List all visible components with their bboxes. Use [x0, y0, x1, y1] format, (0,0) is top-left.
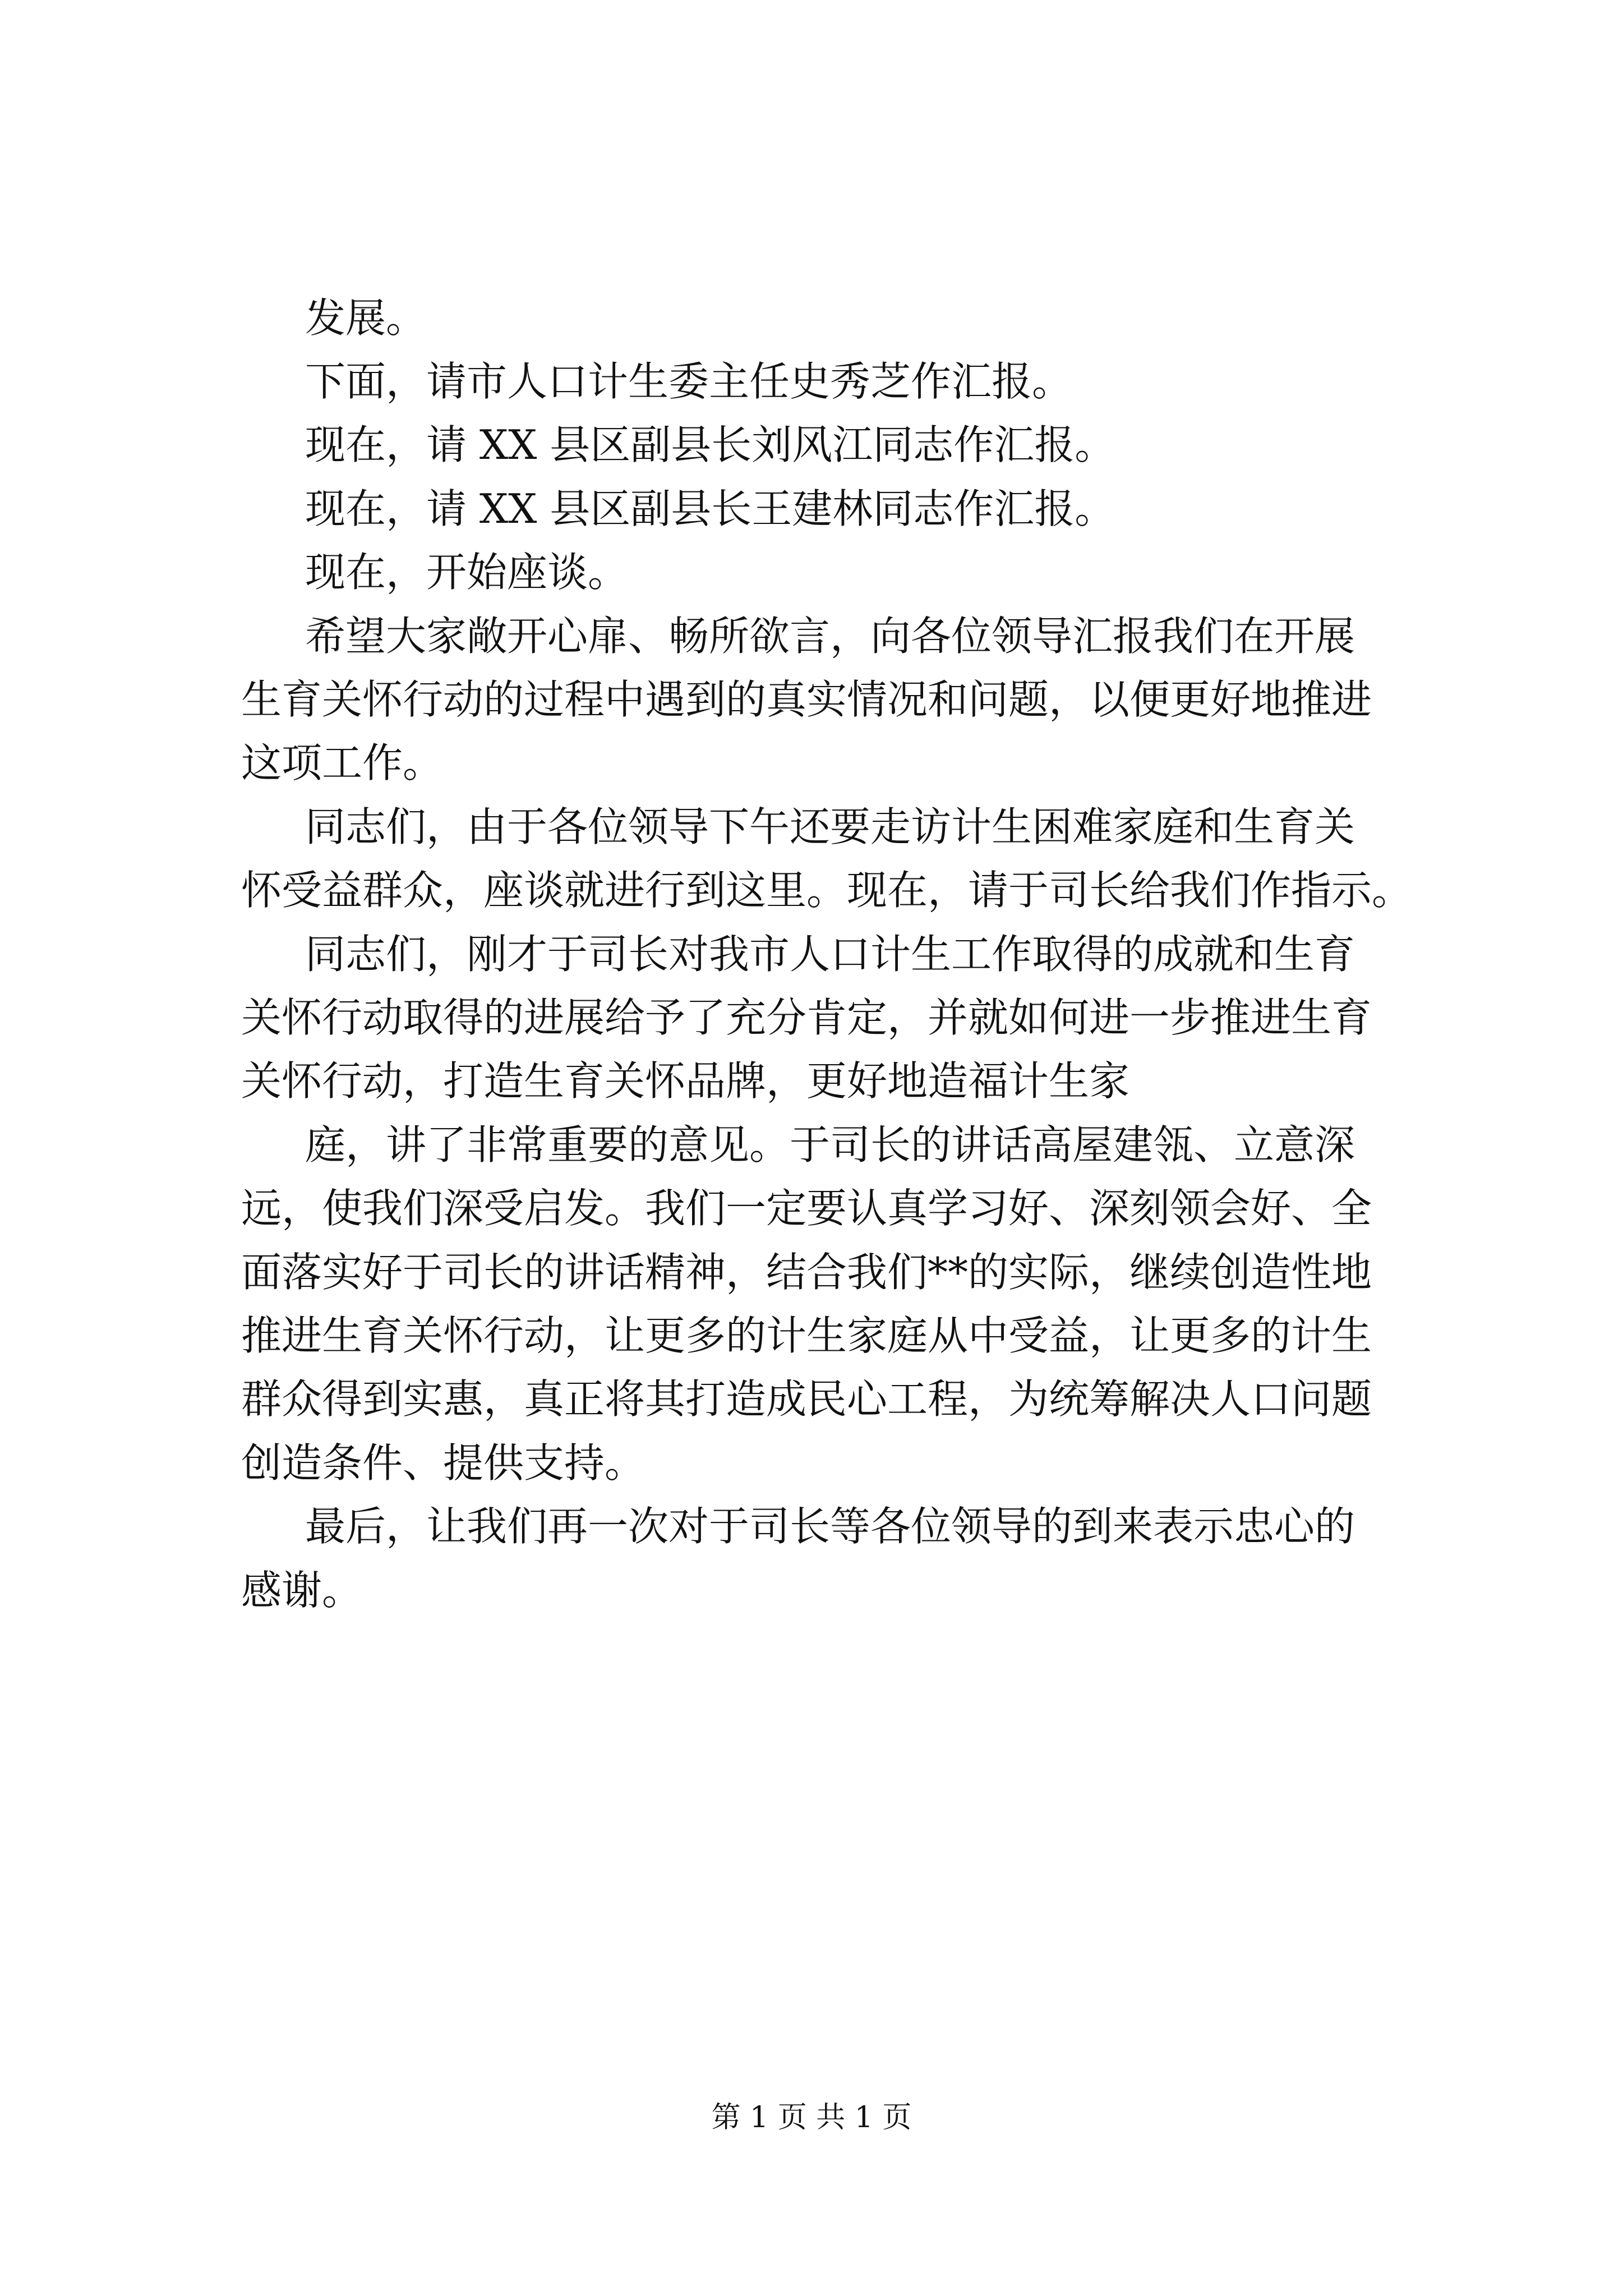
- text-line: 现在，开始座谈。: [305, 549, 629, 596]
- text-line: 创造条件、提供支持。: [241, 1439, 645, 1487]
- text-line: 怀受益群众，座谈就进行到这里。现在，请于司长给我们作指示。: [241, 867, 1413, 914]
- text-line: 最后，让我们再一次对于司长等各位领导的到来表示忠心的: [305, 1503, 1355, 1550]
- text-line: 感谢。: [241, 1567, 363, 1614]
- page-footer: 第 1 页 共 1 页: [711, 2101, 912, 2134]
- text-line: 现在，请 XX 县区副县长王建林同志作汇报。: [305, 485, 1115, 532]
- text-line: 下面，请市人口计生委主任史秀芝作汇报。: [305, 358, 1073, 405]
- text-line: 庭，讲了非常重要的意见。于司长的讲话高屋建瓴、立意深: [305, 1121, 1355, 1168]
- text-line: 生育关怀行动的过程中遇到的真实情况和问题，以便更好地推进: [241, 676, 1372, 723]
- text-line: 同志们，刚才于司长对我市人口计生工作取得的成就和生育: [305, 931, 1355, 978]
- text-line: 面落实好于司长的讲话精神，结合我们**的实际，继续创造性地: [241, 1249, 1372, 1296]
- text-line: 群众得到实惠，真正将其打造成民心工程，为统筹解决人口问题: [241, 1375, 1372, 1423]
- text-line: 现在，请 XX 县区副县长刘风江同志作汇报。: [305, 421, 1115, 468]
- text-line: 希望大家敞开心扉、畅所欲言，向各位领导汇报我们在开展: [305, 613, 1355, 660]
- text-line: 推进生育关怀行动，让更多的计生家庭从中受益，让更多的计生: [241, 1312, 1372, 1359]
- text-line: 这项工作。: [241, 739, 444, 786]
- text-line: 关怀行动，打造生育关怀品牌，更好地造福计生家: [241, 1057, 1130, 1105]
- text-line: 关怀行动取得的进展给予了充分肯定，并就如何进一步推进生育: [241, 994, 1372, 1041]
- text-line: 同志们，由于各位领导下午还要走访计生困难家庭和生育关: [305, 803, 1355, 850]
- text-line: 发展。: [305, 295, 427, 342]
- text-line: 远，使我们深受启发。我们一定要认真学习好、深刻领会好、全: [241, 1185, 1372, 1232]
